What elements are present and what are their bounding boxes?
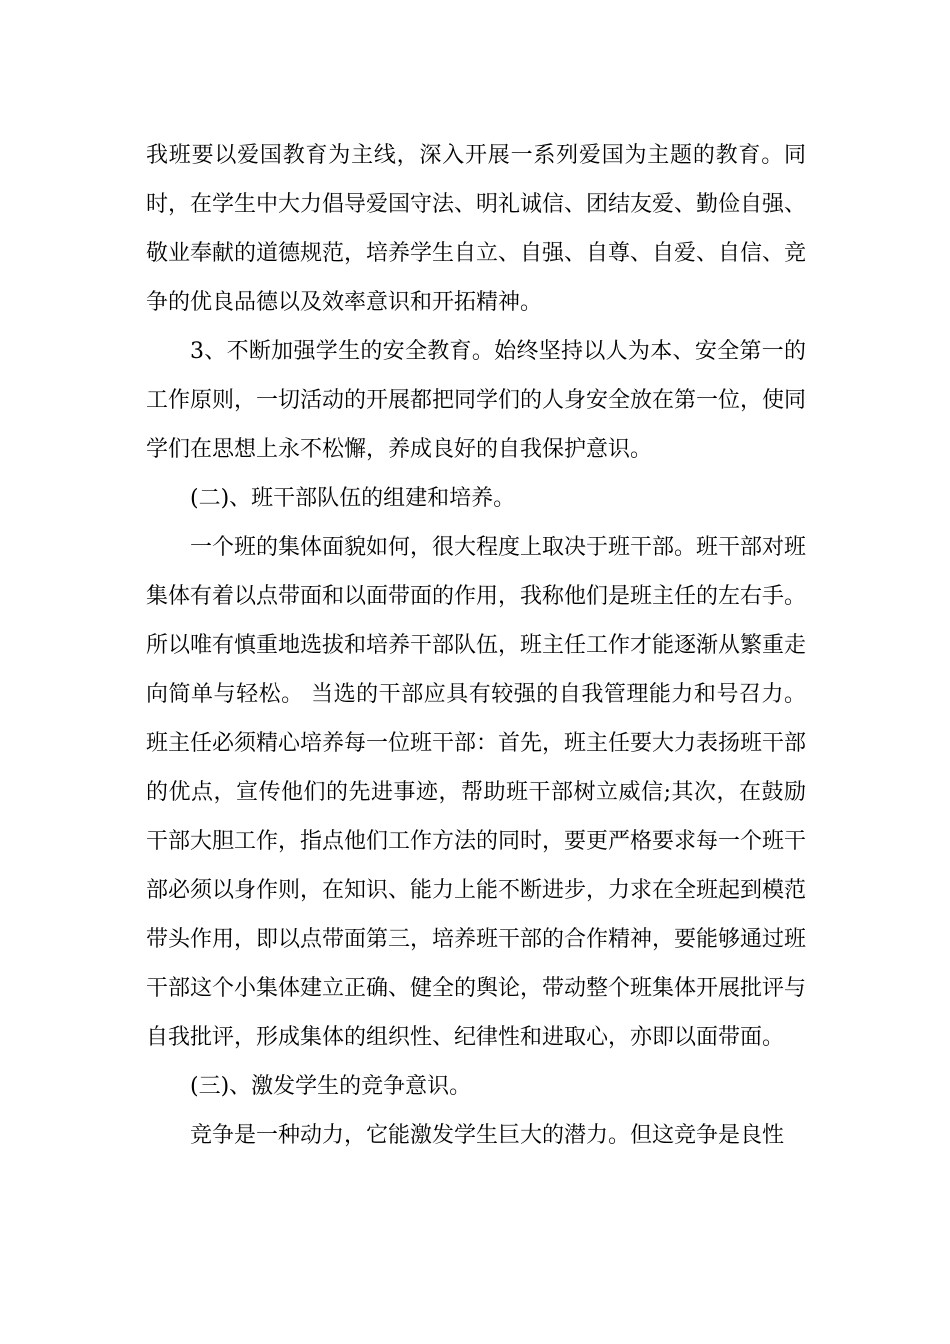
- paragraph-class-cadres: 一个班的集体面貌如何，很大程度上取决于班干部。班干部对班集体有着以点带面和以面带面的作用，我称他们是班主任的左右手。所以唯有慎重地选拔和培养干部队伍，班主任工作才能逐渐从繁重走向简单与轻松。 当选的干部应具有较强的自我管理能力和号召力。班主任必须精心培养每一位班干部：首先，班主任要大力表扬班干部的优点，宣传他们的先进事迹，帮助班干部树立威信;其次，在鼓励干部大胆工作，指点他们工作方法的同时，要更严格要求每一个班干部必须以身作则，在知识、能力上能不断进步，力求在全班起到模范带头作用，即以点带面第三，培养班干部的合作精神，要能够通过班干部这个小集体建立正确、健全的舆论，带动整个班集体开展批评与自我批评，形成集体的组织性、纪律性和进取心，亦即以面带面。: [146, 535, 807, 1050]
- paragraph-safety-education: 3、不断加强学生的安全教育。始终坚持以人为本、安全第一的工作原则，一切活动的开展都把同学们的人身安全放在第一位，使同学们在思想上永不松懈，养成良好的自我保护意识。: [146, 339, 807, 462]
- document-page: [146, 131, 806, 1160]
- section-heading-class-cadres: (二)、班干部队伍的组建和培养。: [190, 486, 516, 511]
- paragraph-patriotic-education: 我班要以爱国教育为主线，深入开展一系列爱国为主题的教育。同时，在学生中大力倡导爱国守法、明礼诚信、团结友爱、勤俭自强、敬业奉献的道德规范，培养学生自立、自强、自尊、自爱、自信、竞争的优良品德以及效率意识和开拓精神。: [146, 143, 807, 315]
- paragraph-competition: 竞争是一种动力，它能激发学生巨大的潜力。但这竞争是良性: [190, 1123, 785, 1148]
- section-heading-competition: (三)、激发学生的竞争意识。: [190, 1074, 472, 1099]
